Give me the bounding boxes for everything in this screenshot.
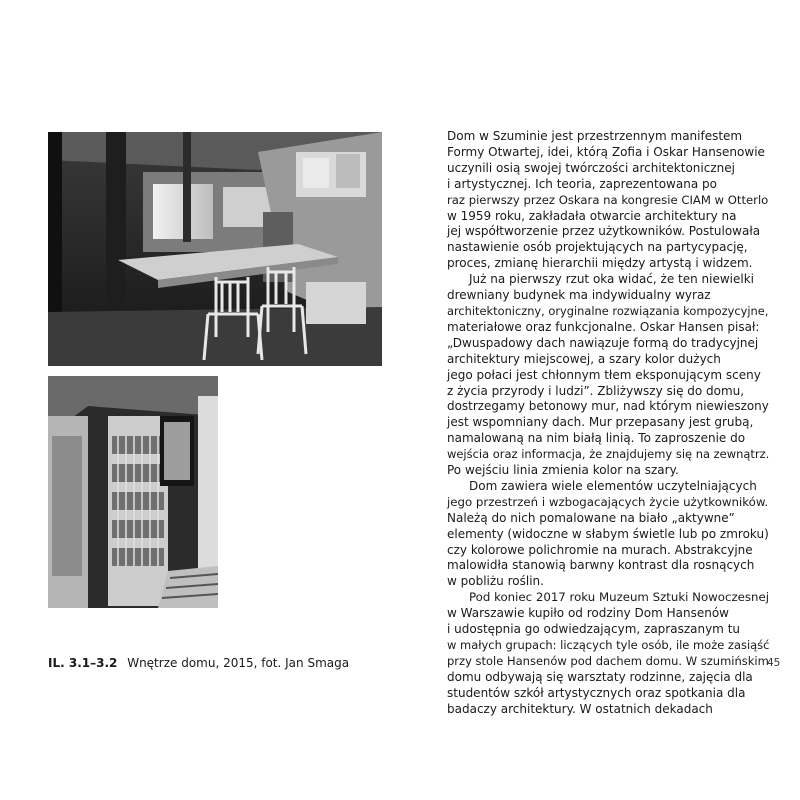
body-text-line: jego przestrzeń i wzbogacających życie użytkowników. xyxy=(447,494,769,509)
body-text-line: Dom w Szuminie jest przestrzennym manifestem xyxy=(447,129,743,143)
figure-caption-number: IL. 3.1–3.2 xyxy=(48,656,118,670)
body-text-line: studentów szkół artystycznych oraz spotkania dla xyxy=(447,685,746,700)
body-text-line: jego połaci jest chłonnym tłem eksponującym sceny xyxy=(447,367,761,382)
body-text-line: w pobliżu roślin. xyxy=(447,574,544,589)
body-text-line: przy stole Hansenów pod dachem domu. W szumińskim xyxy=(447,653,769,668)
body-text-line: jej współtworzenie przez użytkowników. Postulowała xyxy=(447,224,761,239)
body-text-line: w 1959 roku, zakładała otwarcie architektury na xyxy=(447,208,737,223)
page-number: 45 xyxy=(767,657,781,669)
body-text-line: dostrzegamy betonowy mur, nad którym niewieszony xyxy=(447,399,769,414)
body-text-line: namalowaną na nim białą linią. To zaproszenie do xyxy=(447,431,746,446)
body-text-line: domu odbywają się warsztaty rodzinne, zajęcia dla xyxy=(447,669,753,684)
body-text-line: Już na pierwszy rzut oka widać, że ten niewielki xyxy=(469,272,755,287)
interior-photo-dining-image xyxy=(48,132,382,366)
body-text-line: i artystycznej. Ich teoria, zaprezentowana po xyxy=(447,176,717,191)
figure-caption-text: Wnętrze domu, 2015, fot. Jan Smaga xyxy=(127,656,350,670)
body-text-line: Dom zawiera wiele elementów uczytelniających xyxy=(469,478,757,493)
body-text-line: Formy Otwartej, idei, którą Zofia i Oskar Hansenowie xyxy=(447,144,765,159)
body-text-line: Należą do nich pomalowane na biało „aktywne” xyxy=(447,510,735,525)
body-text-line: „Dwuspadowy dach nawiązuje formą do tradycyjnej xyxy=(447,335,759,350)
body-text-line: uczynili osią swojej twórczości architektonicznej xyxy=(447,160,735,175)
body-text xyxy=(447,129,770,718)
body-text-line: jest wspomniany dach. Mur przepasany jest grubą, xyxy=(447,415,754,430)
body-text-line: proces, zmianę hierarchii między artystą i widzem. xyxy=(447,256,753,271)
body-text-line: drewniany budynek ma indywidualny wyraz xyxy=(447,288,711,303)
body-text-line: malowidła stanowią barwny kontrast dla rosnących xyxy=(447,558,755,573)
body-text-line: nastawienie osób projektujących na partycypację, xyxy=(447,240,748,255)
body-text-line: raz pierwszy przez Oskara na kongresie CIAM w Otterlo xyxy=(447,192,769,207)
body-text-line: z życia przyrody i ludzi”. Zbliżywszy się do domu, xyxy=(447,383,745,398)
body-text-line: Pod koniec 2017 roku Muzeum Sztuki Nowoczesnej xyxy=(469,590,769,605)
body-text-line: elementy (widoczne w słabym świetle lub po zmroku) xyxy=(447,526,769,541)
interior-photo-bookshelf-image xyxy=(48,376,218,608)
body-text-line: czy kolorowe polichromie na murach. Abstrakcyjne xyxy=(447,542,753,557)
body-text-line: Po wejściu linia zmienia kolor na szary. xyxy=(447,463,679,478)
body-text-line: w małych grupach: liczących tyle osób, ile może zasiąść xyxy=(447,638,770,652)
body-text-line: i udostępnia go odwiedzającym, zapraszanym tu xyxy=(447,622,740,637)
body-text-line: materiałowe oraz funkcjonalne. Oskar Hansen pisał: xyxy=(447,319,760,334)
body-text-line: wejścia oraz informacja, że znajdujemy się na zewnątrz. xyxy=(447,447,770,462)
body-text-line: w Warszawie kupiło od rodziny Dom Hansenów xyxy=(447,606,729,621)
figure-caption xyxy=(48,656,349,671)
body-text-line: architektoniczny, oryginalne rozwiązania kompozycyjne, xyxy=(447,303,769,318)
interior-photo-bookshelf xyxy=(48,376,218,608)
body-text-line: badaczy architektury. W ostatnich dekadach xyxy=(447,701,713,716)
body-text-line: architektury miejscowej, a szary kolor dużych xyxy=(447,351,721,366)
interior-photo-dining xyxy=(48,132,382,366)
